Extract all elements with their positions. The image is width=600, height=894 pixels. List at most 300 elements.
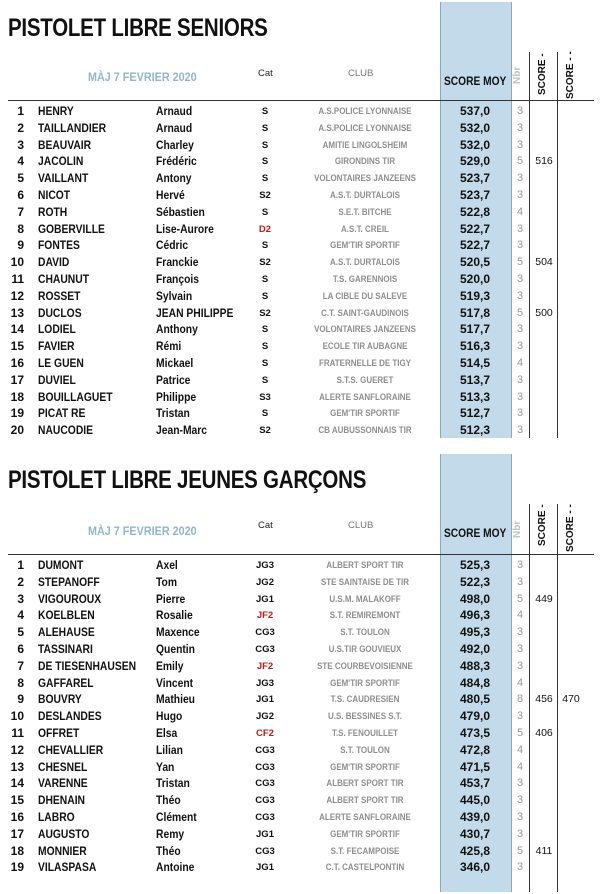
table-row	[0, 220, 600, 237]
category-cell: S	[261, 173, 269, 185]
header-score-1: SCORE -	[537, 504, 548, 546]
table-row	[0, 758, 600, 775]
last-name-cell: BOUVRY	[38, 692, 82, 707]
rank-cell: 9	[17, 238, 24, 253]
score-moy-cell: 471,5	[459, 759, 490, 774]
nbr-cell: 3	[516, 105, 524, 117]
category-cell: S3	[259, 391, 271, 403]
table-row	[0, 354, 600, 371]
score-moy-cell: 519,3	[459, 288, 490, 303]
category-cell: CG3	[255, 778, 275, 790]
table-row	[0, 119, 600, 136]
club-cell: VOLONTAIRES JANZEENS	[314, 173, 416, 185]
score-moy-cell: 513,3	[459, 389, 490, 404]
category-cell: CG3	[255, 627, 275, 639]
last-name-cell: ROTH	[38, 204, 68, 219]
rank-cell: 4	[17, 154, 24, 169]
score-1-cell: 456	[535, 693, 553, 706]
score-moy-cell: 495,3	[459, 625, 490, 640]
category-cell: JF2	[256, 610, 274, 622]
header-score-2: SCORE - -	[565, 51, 576, 99]
header-cat: Cat	[258, 68, 273, 79]
score-moy-cell: 532,0	[459, 137, 490, 152]
last-name-cell: NAUCODIE	[38, 423, 94, 438]
last-name-cell: NICOT	[38, 188, 71, 202]
club-cell: S.T.S. GUERET	[336, 374, 394, 386]
nbr-cell: 3	[516, 710, 524, 723]
nbr-cell: 4	[516, 743, 524, 756]
club-cell: T.S. FENOUILLET	[331, 728, 399, 739]
rank-cell: 11	[11, 726, 24, 740]
header-club: CLUB	[348, 68, 374, 79]
page-title: PISTOLET LIBRE JEUNES GARÇONS	[8, 466, 367, 494]
club-cell: CB AUBUSSONNAIS TIR	[318, 425, 412, 437]
nbr-cell: 5	[516, 155, 524, 168]
first-name-cell: Remy	[156, 826, 185, 841]
nbr-cell: 3	[516, 323, 524, 336]
last-name-cell: AUGUSTO	[38, 826, 90, 841]
category-cell: CG3	[255, 761, 275, 773]
last-name-cell: LABRO	[38, 810, 75, 824]
table-row	[0, 320, 600, 337]
last-name-cell: TASSINARI	[38, 642, 93, 656]
score-moy-cell: 522,7	[459, 238, 490, 253]
category-cell: JG1	[256, 862, 274, 874]
header-nbr: Nbr	[512, 520, 523, 538]
club-cell: ALBERT SPORT TIR	[326, 560, 404, 571]
score-1-cell: 516	[535, 155, 553, 168]
last-name-cell: TAILLANDIER	[38, 120, 107, 135]
category-cell: JG1	[256, 828, 274, 840]
score-moy-cell: 498,0	[459, 591, 490, 606]
first-name-cell: Lilian	[156, 742, 183, 757]
club-cell: A.S.POLICE LYONNAISE	[318, 122, 412, 134]
table-row	[0, 186, 600, 203]
first-name-cell: Mickael	[156, 356, 194, 370]
nbr-cell: 5	[516, 844, 524, 857]
table-row	[0, 337, 600, 354]
rank-cell: 12	[10, 288, 24, 303]
table-row	[0, 371, 600, 388]
last-name-cell: BEAUVAIR	[38, 137, 92, 152]
category-cell: S	[261, 408, 269, 420]
first-name-cell: Tristan	[156, 776, 190, 791]
last-name-cell: DHENAIN	[38, 793, 86, 808]
last-name-cell: CHESNEL	[38, 759, 88, 774]
table-row	[0, 606, 600, 623]
nbr-cell: 3	[516, 811, 524, 823]
rank-cell: 15	[10, 793, 24, 808]
first-name-cell: Vincent	[156, 675, 194, 690]
club-cell: FRATERNELLE DE TIGY	[318, 358, 412, 369]
first-name-cell: Rémi	[156, 339, 182, 354]
rank-cell: 16	[10, 356, 24, 370]
club-cell: T.S. CAUDRESIEN	[330, 694, 400, 706]
nbr-cell: 3	[516, 172, 524, 185]
rank-cell: 18	[10, 843, 24, 858]
category-cell: S	[261, 374, 269, 386]
nbr-cell: 4	[516, 609, 524, 622]
nbr-cell: 4	[516, 676, 524, 689]
first-name-cell: Patrice	[156, 372, 191, 387]
rank-cell: 3	[17, 591, 24, 606]
nbr-cell: 3	[516, 390, 524, 403]
first-name-cell: Mathieu	[156, 692, 195, 707]
score-moy-cell: 512,3	[459, 423, 490, 438]
rank-cell: 20	[10, 423, 24, 438]
last-name-cell: DE TIESENHAUSEN	[38, 658, 137, 673]
club-cell: S.T. TOULON	[340, 744, 390, 756]
rank-cell: 13	[10, 759, 24, 774]
nbr-cell: 3	[516, 424, 524, 437]
last-name-cell: GAFFAREL	[38, 675, 94, 690]
score-1-cell: 406	[535, 727, 553, 739]
club-cell: C.T. CASTELPONTIN	[325, 862, 405, 874]
last-name-cell: MONNIER	[38, 843, 87, 858]
rank-cell: 13	[10, 305, 24, 320]
club-cell: U.S.TIR GOUVIEUX	[328, 644, 402, 655]
first-name-cell: Hervé	[156, 188, 185, 202]
last-name-cell: CHEVALLIER	[38, 742, 104, 757]
club-cell: GIRONDINS TIR	[334, 156, 396, 168]
score-moy-cell: 520,5	[459, 255, 490, 270]
table-row	[0, 690, 600, 707]
first-name-cell: Théo	[156, 843, 181, 858]
first-name-cell: Frédéric	[156, 154, 197, 169]
club-cell: GEM'TIR SPORTIF	[330, 828, 400, 840]
first-name-cell: JEAN PHILIPPE	[156, 305, 234, 320]
club-cell: C.T. SAINT-GAUDINOIS	[321, 307, 409, 319]
rank-cell: 11	[11, 272, 24, 286]
nbr-cell: 3	[516, 643, 524, 655]
rank-cell: 17	[10, 826, 24, 841]
rank-cell: 6	[17, 188, 24, 202]
nbr-cell: 4	[516, 205, 524, 218]
first-name-cell: Arnaud	[156, 120, 193, 135]
table-row	[0, 253, 600, 270]
table-row	[0, 304, 600, 321]
first-name-cell: Emily	[156, 658, 184, 673]
first-name-cell: Antony	[156, 171, 192, 186]
first-name-cell: Anthony	[156, 322, 198, 337]
table-row	[0, 388, 600, 405]
category-cell: S	[261, 274, 269, 285]
section-jeunes-garcons	[0, 452, 600, 894]
header-divider	[8, 554, 594, 555]
club-cell: S.T. FECAMPOISE	[330, 845, 400, 857]
table-row	[0, 590, 600, 607]
score-moy-cell: 522,3	[459, 574, 490, 589]
header-score-1: SCORE -	[537, 53, 548, 95]
club-cell: GEM'TIR SPORTIF	[330, 240, 400, 252]
score-moy-cell: 517,7	[459, 322, 490, 337]
nbr-cell: 5	[516, 306, 524, 319]
score-moy-cell: 425,8	[459, 843, 490, 858]
score-moy-cell: 346,0	[459, 860, 490, 875]
table-row	[0, 287, 600, 304]
score-1-cell: 504	[535, 256, 553, 269]
club-cell: U.S.M. MALAKOFF	[329, 593, 401, 605]
category-cell: D2	[258, 223, 272, 235]
nbr-cell: 4	[516, 760, 524, 773]
last-name-cell: KOELBLEN	[38, 608, 95, 623]
nbr-cell: 3	[516, 794, 524, 807]
table-row	[0, 169, 600, 186]
category-cell: JG1	[256, 694, 274, 706]
club-cell: ALBERT SPORT TIR	[326, 795, 404, 807]
rank-cell: 19	[10, 860, 24, 875]
rank-cell: 15	[10, 339, 24, 354]
rank-cell: 10	[10, 709, 24, 724]
rank-cell: 1	[17, 558, 24, 572]
category-cell: JG2	[256, 576, 274, 588]
rank-cell: 1	[17, 104, 24, 118]
score-moy-cell: 480,5	[459, 692, 490, 707]
nbr-cell: 3	[516, 559, 524, 571]
rank-cell: 18	[10, 389, 24, 404]
table-row	[0, 858, 600, 875]
last-name-cell: VILASPASA	[38, 860, 97, 875]
club-cell: A.S.T. DURTALOIS	[330, 257, 400, 269]
nbr-cell: 3	[516, 138, 524, 151]
category-cell: CG3	[255, 795, 275, 807]
club-cell: A.S.T. CREIL	[341, 223, 389, 235]
first-name-cell: Hugo	[156, 709, 183, 724]
club-cell: AMITIE LINGOLSHEIM	[322, 139, 408, 151]
category-cell: S	[261, 156, 269, 168]
last-name-cell: VAILLANT	[38, 171, 89, 186]
score-moy-cell: 492,0	[459, 642, 490, 656]
club-cell: ALERTE SANFLORAINE	[319, 812, 411, 823]
nbr-cell: 5	[516, 727, 524, 739]
last-name-cell: VARENNE	[38, 776, 88, 791]
club-cell: U.S. BESSINES S.T.	[327, 711, 403, 723]
club-cell: A.S.POLICE LYONNAISE	[318, 106, 412, 117]
nbr-cell: 3	[516, 340, 524, 353]
first-name-cell: Maxence	[156, 625, 200, 640]
score-moy-cell: 537,0	[459, 104, 490, 118]
score-1-cell: 411	[535, 844, 553, 857]
section-seniors	[0, 0, 600, 440]
first-name-cell: Pierre	[156, 591, 186, 606]
club-cell: A.S.T. DURTALOIS	[330, 190, 400, 201]
club-cell: ALERTE SANFLORAINE	[319, 391, 411, 403]
table-row	[0, 623, 600, 640]
category-cell: S	[261, 324, 269, 336]
nbr-cell: 8	[516, 693, 524, 706]
score-moy-cell: 430,7	[459, 826, 490, 841]
nbr-cell: 3	[516, 575, 524, 588]
score-moy-cell: 523,7	[459, 188, 490, 202]
first-name-cell: Antoine	[156, 860, 195, 875]
table-row	[0, 808, 600, 825]
nbr-cell: 3	[516, 626, 524, 639]
score-2-cell: 470	[562, 693, 580, 706]
category-cell: S	[261, 341, 269, 353]
header-nbr: Nbr	[512, 66, 523, 84]
header-score-2: SCORE - -	[565, 504, 576, 552]
rank-cell: 5	[17, 625, 24, 640]
nbr-cell: 5	[516, 592, 524, 605]
club-cell: VOLONTAIRES JANZEENS	[314, 324, 416, 336]
category-cell: S	[261, 139, 269, 151]
table-row	[0, 640, 600, 657]
first-name-cell: Théo	[156, 793, 181, 808]
last-name-cell: DUCLOS	[38, 305, 82, 320]
last-name-cell: CHAUNUT	[38, 272, 90, 286]
score-moy-cell: 525,3	[459, 558, 490, 572]
category-cell: S	[261, 290, 269, 302]
category-cell: S2	[259, 307, 271, 319]
nbr-cell: 3	[516, 289, 524, 302]
category-cell: S2	[259, 190, 271, 201]
score-moy-cell: 516,3	[459, 339, 490, 354]
rank-cell: 17	[10, 372, 24, 387]
last-name-cell: LE GUEN	[38, 356, 84, 370]
score-moy-cell: 517,8	[459, 305, 490, 320]
nbr-cell: 3	[516, 861, 524, 874]
rank-cell: 5	[17, 171, 24, 186]
rank-cell: 16	[10, 810, 24, 824]
score-moy-cell: 484,8	[459, 675, 490, 690]
update-date: MÀJ 7 FEVRIER 2020	[88, 70, 197, 84]
table-row	[0, 102, 600, 119]
last-name-cell: DUMONT	[38, 558, 84, 572]
table-row	[0, 136, 600, 153]
score-moy-cell: 488,3	[459, 658, 490, 673]
last-name-cell: ROSSET	[38, 288, 81, 303]
category-cell: CG3	[255, 644, 275, 655]
header-club: CLUB	[348, 520, 374, 531]
club-cell: STE SAINTAISE DE TIR	[320, 576, 410, 588]
last-name-cell: ALEHAUSE	[38, 625, 95, 640]
first-name-cell: Sébastien	[156, 204, 205, 219]
score-moy-cell: 513,7	[459, 372, 490, 387]
nbr-cell: 3	[516, 659, 524, 672]
table-row	[0, 724, 600, 741]
club-cell: GEM'TIR SPORTIF	[330, 677, 400, 689]
rank-cell: 7	[17, 204, 24, 219]
rank-cell: 6	[17, 642, 24, 656]
category-cell: CG3	[255, 812, 275, 823]
category-cell: JG3	[256, 560, 274, 571]
table-row	[0, 404, 600, 421]
table-row	[0, 421, 600, 438]
category-cell: JG2	[256, 711, 274, 723]
rank-cell: 2	[17, 574, 24, 589]
last-name-cell: DESLANDES	[38, 709, 102, 724]
table-row	[0, 152, 600, 169]
club-cell: S.T. REMIREMONT	[329, 610, 401, 622]
first-name-cell: Philippe	[156, 389, 197, 404]
category-cell: S2	[259, 257, 271, 269]
club-cell: GEM'TIR SPORTIF	[330, 408, 400, 420]
first-name-cell: Sylvain	[156, 288, 193, 303]
table-row	[0, 556, 600, 573]
last-name-cell: FAVIER	[38, 339, 75, 354]
last-name-cell: VIGOUROUX	[38, 591, 102, 606]
rank-cell: 8	[17, 675, 24, 690]
nbr-cell: 3	[516, 273, 524, 285]
first-name-cell: Elsa	[156, 726, 178, 740]
nbr-cell: 3	[516, 189, 524, 201]
last-name-cell: FONTES	[38, 238, 80, 253]
table-row	[0, 203, 600, 220]
rank-cell: 2	[17, 120, 24, 135]
club-cell: LA CIBLE DU SALEVE	[322, 290, 408, 302]
category-cell: CG3	[255, 845, 275, 857]
table-row	[0, 825, 600, 842]
score-moy-cell: 523,7	[459, 171, 490, 186]
first-name-cell: Clément	[156, 810, 197, 824]
last-name-cell: STEPANOFF	[38, 574, 100, 589]
table-row	[0, 791, 600, 808]
first-name-cell: Lise-Aurore	[156, 221, 214, 236]
category-cell: S	[261, 106, 269, 117]
category-cell: S2	[259, 425, 271, 437]
category-cell: JF2	[256, 660, 274, 672]
score-moy-cell: 514,5	[459, 356, 490, 370]
rank-cell: 14	[10, 322, 24, 337]
first-name-cell: Charley	[156, 137, 194, 152]
table-row	[0, 674, 600, 691]
category-cell: S	[261, 240, 269, 252]
score-moy-cell: 532,0	[459, 120, 490, 135]
table-row	[0, 842, 600, 859]
club-cell: S.E.T. BITCHE	[338, 206, 392, 218]
last-name-cell: DAVID	[38, 255, 70, 270]
last-name-cell: DUVIEL	[38, 372, 76, 387]
score-moy-cell: 522,8	[459, 204, 490, 219]
last-name-cell: GOBERVILLE	[38, 221, 105, 236]
score-moy-cell: 453,7	[459, 776, 490, 791]
rank-cell: 3	[17, 137, 24, 152]
score-moy-cell: 439,0	[459, 810, 490, 824]
last-name-cell: LODIEL	[38, 322, 76, 337]
last-name-cell: JACOLIN	[38, 154, 84, 169]
nbr-cell: 3	[516, 239, 524, 252]
table-row	[0, 657, 600, 674]
rank-cell: 8	[17, 221, 24, 236]
rank-cell: 9	[17, 692, 24, 707]
score-moy-cell: 473,5	[459, 726, 490, 740]
first-name-cell: Quentin	[156, 642, 195, 656]
score-1-cell: 449	[535, 592, 553, 605]
rank-cell: 4	[17, 608, 24, 623]
score-moy-cell: 472,8	[459, 742, 490, 757]
nbr-cell: 3	[516, 121, 524, 134]
first-name-cell: Cédric	[156, 238, 189, 253]
score-moy-cell: 529,0	[459, 154, 490, 169]
club-cell: ECOLE TIR AUBAGNE	[322, 341, 408, 353]
category-cell: JG1	[256, 593, 274, 605]
club-cell: GEM'TIR SPORTIF	[330, 761, 400, 773]
rank-cell: 19	[10, 406, 24, 421]
nbr-cell: 5	[516, 256, 524, 269]
rank-cell: 12	[10, 742, 24, 757]
category-cell: CG3	[255, 744, 275, 756]
score-1-cell: 500	[535, 306, 553, 319]
update-date: MÀJ 7 FEVRIER 2020	[88, 524, 197, 538]
page-title: PISTOLET LIBRE SENIORS	[8, 14, 268, 42]
nbr-cell: 3	[516, 777, 524, 790]
first-name-cell: François	[156, 272, 200, 286]
nbr-cell: 3	[516, 827, 524, 840]
table-row	[0, 774, 600, 791]
header-score-moy: SCORE MOY	[444, 526, 507, 540]
first-name-cell: Jean-Marc	[156, 423, 208, 438]
rank-cell: 14	[10, 776, 24, 791]
